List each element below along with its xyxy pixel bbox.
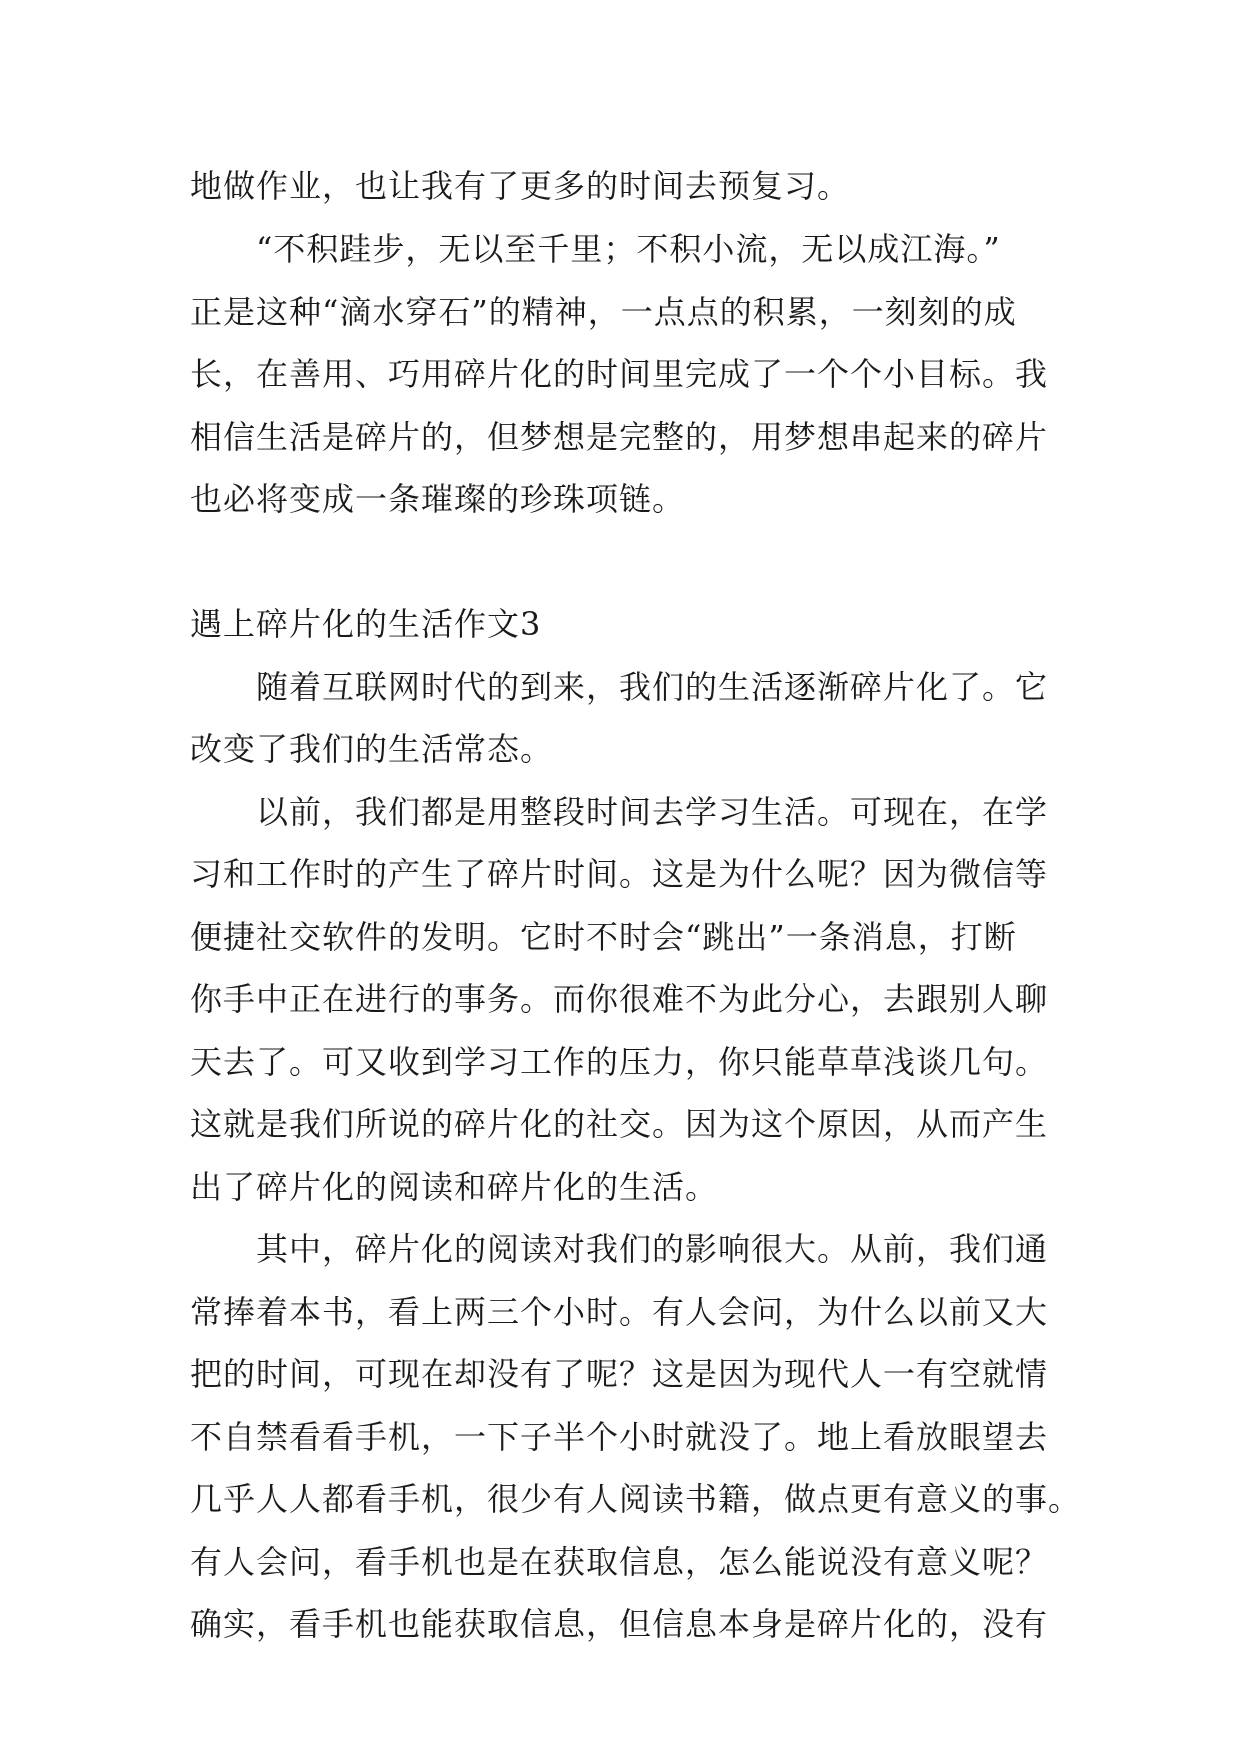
text-line: 常捧着本书，看上两三个小时。有人会问，为什么以前又大: [190, 1293, 1049, 1331]
text-line: 以前，我们都是用整段时间去学习生活。可现在，在学: [190, 793, 1049, 831]
text-line: 地做作业，也让我有了更多的时间去预复习。: [190, 167, 851, 205]
text-line: 正是这种“滴水穿石”的精神，一点点的积累，一刻刻的成: [190, 293, 1017, 331]
section-heading: 遇上碎片化的生活作文3: [190, 605, 542, 643]
text-line: 其中，碎片化的阅读对我们的影响很大。从前，我们通: [190, 1230, 1049, 1268]
text-line: 便捷社交软件的发明。它时不时会“跳出”一条消息，打断: [190, 918, 1017, 956]
text-line: 确实，看手机也能获取信息，但信息本身是碎片化的，没有: [190, 1605, 1049, 1643]
text-line: 相信生活是碎片的，但梦想是完整的，用梦想串起来的碎片: [190, 418, 1049, 456]
text-line: 不自禁看看手机，一下子半个小时就没了。地上看放眼望去: [190, 1418, 1049, 1456]
text-line: 天去了。可又收到学习工作的压力，你只能草草浅谈几句。: [190, 1043, 1049, 1081]
text-line: 也必将变成一条璀璨的珍珠项链。: [190, 480, 686, 518]
text-line: 这就是我们所说的碎片化的社交。因为这个原因，从而产生: [190, 1105, 1049, 1143]
text-line: 几乎人人都看手机，很少有人阅读书籍，做点更有意义的事。: [190, 1480, 1082, 1518]
text-line: 长，在善用、巧用碎片化的时间里完成了一个个小目标。我: [190, 355, 1049, 393]
text-line: 有人会问，看手机也是在获取信息，怎么能说没有意义呢？: [190, 1543, 1049, 1581]
text-line: 习和工作时的产生了碎片时间。这是为什么呢？因为微信等: [190, 855, 1049, 893]
text-line: 把的时间，可现在却没有了呢？这是因为现代人一有空就情: [190, 1355, 1049, 1393]
text-line: 出了碎片化的阅读和碎片化的生活。: [190, 1168, 719, 1206]
text-line: “不积跬步，无以至千里；不积小流，无以成江海。”: [190, 230, 1001, 268]
text-line: 随着互联网时代的到来，我们的生活逐渐碎片化了。它: [190, 668, 1049, 706]
text-line: 你手中正在进行的事务。而你很难不为此分心，去跟别人聊: [190, 980, 1049, 1018]
text-line: 改变了我们的生活常态。: [190, 730, 554, 768]
